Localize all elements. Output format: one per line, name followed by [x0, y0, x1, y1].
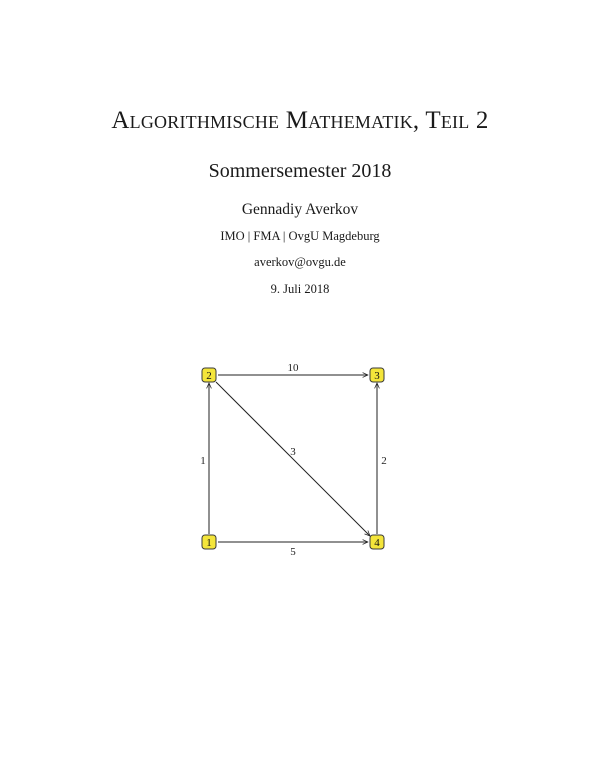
graph-node-3 [370, 368, 384, 382]
author-name: Gennadiy Averkov [241, 201, 359, 218]
node-label-3: 3 [374, 370, 380, 382]
author-email: averkov@ovgu.de [254, 255, 346, 269]
graph-node-1 [202, 535, 216, 549]
document-subtitle: Sommersemester 2018 [208, 160, 392, 182]
edge-label-1-2: 1 [200, 455, 206, 467]
node-label-4: 4 [374, 537, 380, 549]
graph-node-4 [370, 535, 384, 549]
document-date: 9. Juli 2018 [270, 282, 330, 296]
graph-node-2 [202, 368, 216, 382]
node-label-2: 2 [206, 370, 212, 382]
edge-label-1-4: 5 [290, 546, 296, 558]
node-label-1: 1 [206, 537, 212, 549]
document-title: Algorithmische Mathematik, Teil 2 [111, 107, 489, 134]
edge-label-4-3: 2 [381, 455, 387, 467]
edge-label-2-4: 3 [290, 446, 296, 458]
author-affiliation: IMO | FMA | OvgU Magdeburg [220, 229, 380, 243]
edge-2-4 [216, 382, 370, 536]
edge-label-2-3: 10 [287, 362, 299, 374]
